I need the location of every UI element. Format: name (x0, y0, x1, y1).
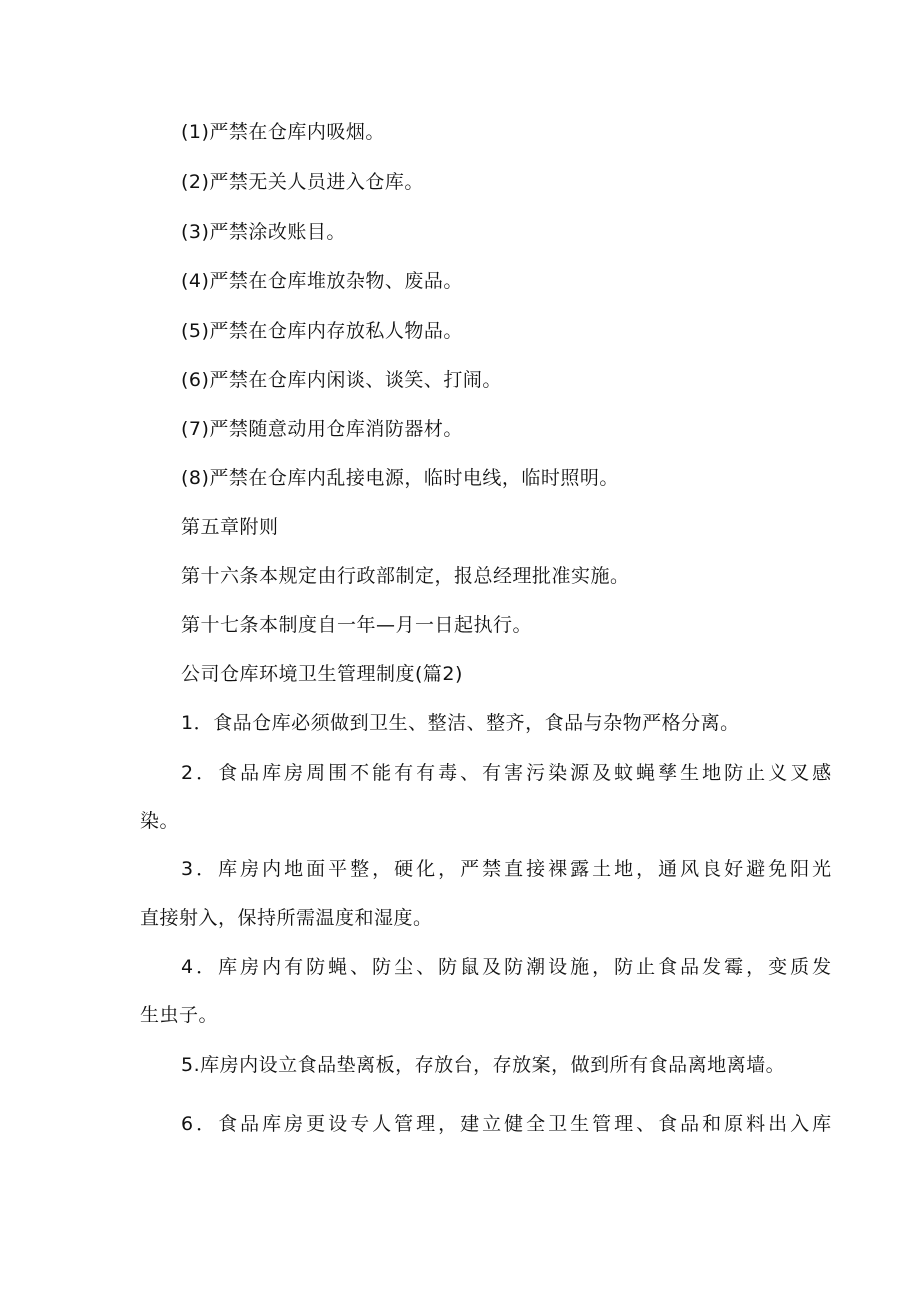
item-4-line-2: 生虫子。 (140, 1004, 219, 1026)
item-6-line-1: 6．食品库房更设专人管理，建立健全卫生管理、食品和原料出入库 (181, 1113, 835, 1135)
rule-5: (5)严禁在仓库内存放私人物品。 (181, 320, 463, 342)
chapter-heading: 第五章附则 (181, 516, 279, 538)
item-2-line-1: 2．食品库房周围不能有有毒、有害污染源及蚊蝇孳生地防止义叉感 (181, 762, 835, 784)
rule-1: (1)严禁在仓库内吸烟。 (181, 121, 385, 143)
item-5-line-1: 5.库房内设立食品垫离板，存放台，存放案，做到所有食品离地离墙。 (181, 1054, 786, 1076)
article-17: 第十七条本制度自一年—月一日起执行。 (181, 614, 533, 636)
item-3-line-1: 3．库房内地面平整，硬化，严禁直接裸露土地，通风良好避免阳光 (181, 858, 835, 880)
article-16: 第十六条本规定由行政部制定，报总经理批准实施。 (181, 565, 630, 587)
rule-3: (3)严禁涂改账目。 (181, 221, 346, 243)
item-2-line-2: 染。 (140, 810, 180, 832)
rule-6: (6)严禁在仓库内闲谈、谈笑、打闹。 (181, 369, 502, 391)
item-4-line-1: 4．库房内有防蝇、防尘、防鼠及防潮设施，防止食品发霉，变质发 (181, 956, 835, 978)
item-3-line-2: 直接射入，保持所需温度和湿度。 (140, 907, 433, 929)
rule-8: (8)严禁在仓库内乱接电源，临时电线，临时照明。 (181, 467, 619, 489)
rule-2: (2)严禁无关人员进入仓库。 (181, 171, 424, 193)
item-1-line-1: 1．食品仓库必须做到卫生、整洁、整齐，食品与杂物严格分离。 (181, 712, 740, 734)
rule-7: (7)严禁随意动用仓库消防器材。 (181, 418, 463, 440)
section-title: 公司仓库环境卫生管理制度(篇2) (181, 663, 463, 685)
rule-4: (4)严禁在仓库堆放杂物、废品。 (181, 270, 463, 292)
